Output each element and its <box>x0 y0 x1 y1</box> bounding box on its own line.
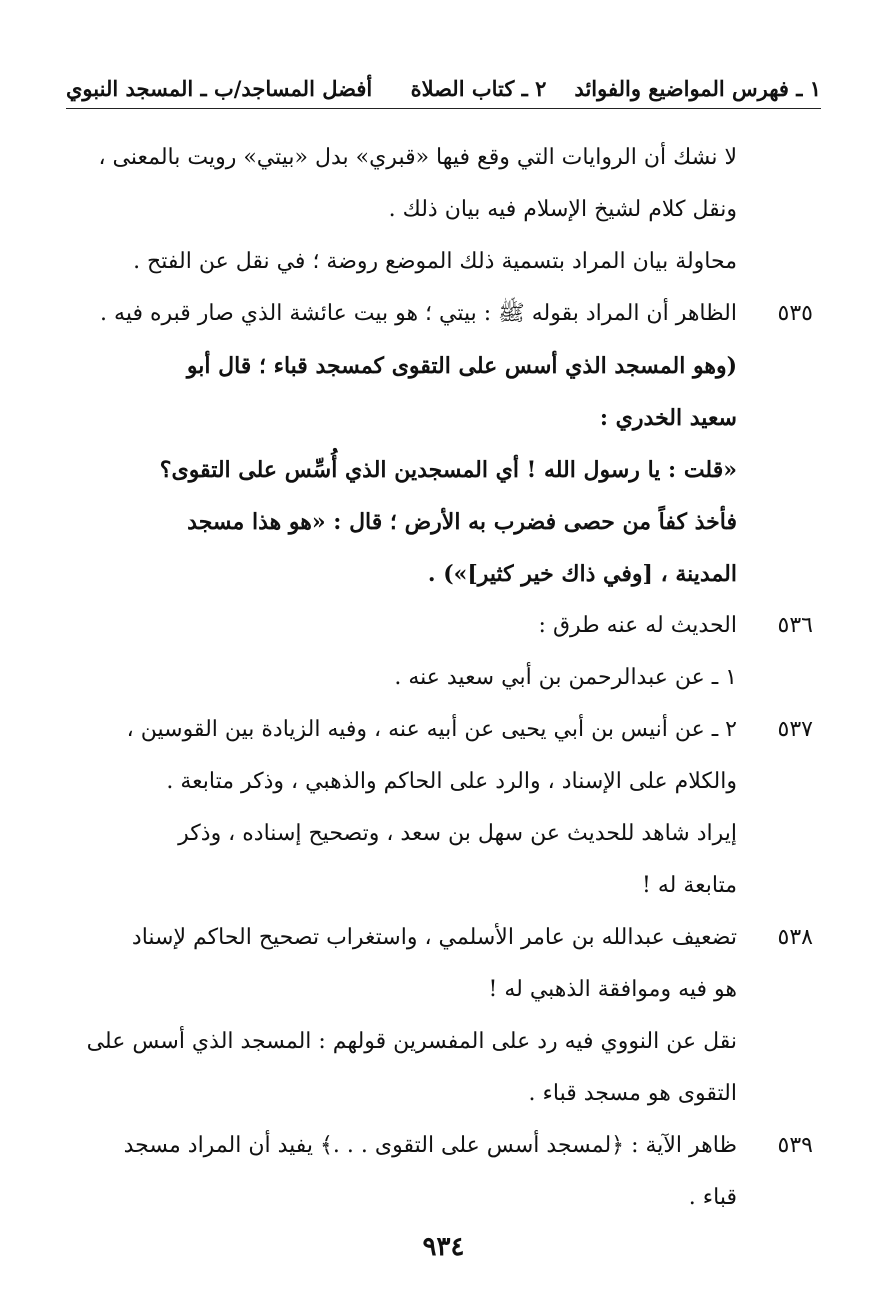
entry-line: الظاهر أن المراد بقوله ﷺ : بيتي ؛ هو بيت عائشة الذي صار قبره فيه . <box>100 301 737 326</box>
entry-text <box>74 912 737 1120</box>
entry-number: ٥٣٦ <box>777 613 813 638</box>
entry-line: سعيد الخدري : <box>599 405 737 431</box>
entry-line: تضعيف عبدالله بن عامر الأسلمي ، واستغراب تصحيح الحاكم لإسناد <box>131 925 737 950</box>
entry-line: إيراد شاهد للحديث عن سهل بن سعد ، وتصحيح إسناده ، وذكر <box>178 821 737 846</box>
index-entry <box>74 132 813 288</box>
entry-text <box>74 704 737 912</box>
entry-line: فأخذ كفاً من حصى فضرب به الأرض ؛ قال : «هو هذا مسجد <box>187 509 737 535</box>
entry-line: هو فيه وموافقة الذهبي له ! <box>488 977 737 1002</box>
entry-line: محاولة بيان المراد بتسمية ذلك الموضع روضة ؛ في نقل عن الفتح . <box>133 249 737 274</box>
entry-line: قباء . <box>688 1185 737 1210</box>
entry-text <box>74 1120 737 1224</box>
entry-line: (وهو المسجد الذي أسس على التقوى كمسجد قباء ؛ قال أبو <box>186 353 737 379</box>
entry-number: ٥٣٥ <box>777 301 813 326</box>
entry-line: ١ ـ عن عبدالرحمن بن أبي سعيد عنه . <box>394 665 737 690</box>
index-entry <box>74 1120 813 1224</box>
entry-line: متابعة له ! <box>642 873 737 898</box>
entry-line: المدينة ، [وفي ذاك خير كثير]») . <box>427 561 737 587</box>
entry-line: التقوى هو مسجد قباء . <box>528 1081 737 1106</box>
entry-line: ٢ ـ عن أنيس بن أبي يحيى عن أبيه عنه ، وفيه الزيادة بين القوسين ، <box>126 717 737 742</box>
entry-text <box>74 600 737 704</box>
entry-text <box>74 288 737 600</box>
index-title: ١ ـ فهرس المواضيع والفوائد <box>574 75 821 101</box>
entry-line: «قلت : يا رسول الله ! أي المسجدين الذي أُسِّس على التقوى؟ <box>159 457 737 483</box>
index-entry <box>74 288 813 600</box>
entry-number: ٥٣٧ <box>777 717 813 742</box>
entry-line: لا نشك أن الروايات التي وقع فيها «قبري» بدل «بيتي» رويت بالمعنى ، <box>98 145 737 170</box>
entry-text <box>74 132 737 288</box>
entry-line: ونقل كلام لشيخ الإسلام فيه بيان ذلك . <box>388 197 737 222</box>
entry-line: ظاهر الآية : ﴿لمسجد أسس على التقوى . . .﴾ يفيد أن المراد مسجد <box>123 1133 737 1158</box>
book-title: ٢ ـ كتاب الصلاة <box>410 75 547 101</box>
entry-line: نقل عن النووي فيه رد على المفسرين قولهم : المسجد الذي أسس على <box>86 1029 737 1054</box>
entry-number <box>737 132 813 288</box>
entry-number: ٥٣٩ <box>777 1133 813 1158</box>
entry-number: ٥٣٨ <box>777 925 813 950</box>
index-entries <box>74 132 813 1224</box>
chapter-title: أفضل المساجد/ب ـ المسجد النبوي <box>66 75 373 101</box>
running-header <box>66 68 821 109</box>
entry-line: الحديث له عنه طرق : <box>538 613 737 638</box>
page-number: ٩٣٤ <box>422 1232 465 1262</box>
entry-line: والكلام على الإسناد ، والرد على الحاكم والذهبي ، وذكر متابعة . <box>166 769 737 794</box>
index-entry <box>74 600 813 704</box>
index-entry <box>74 912 813 1120</box>
header-right <box>411 76 821 101</box>
index-entry <box>74 704 813 912</box>
